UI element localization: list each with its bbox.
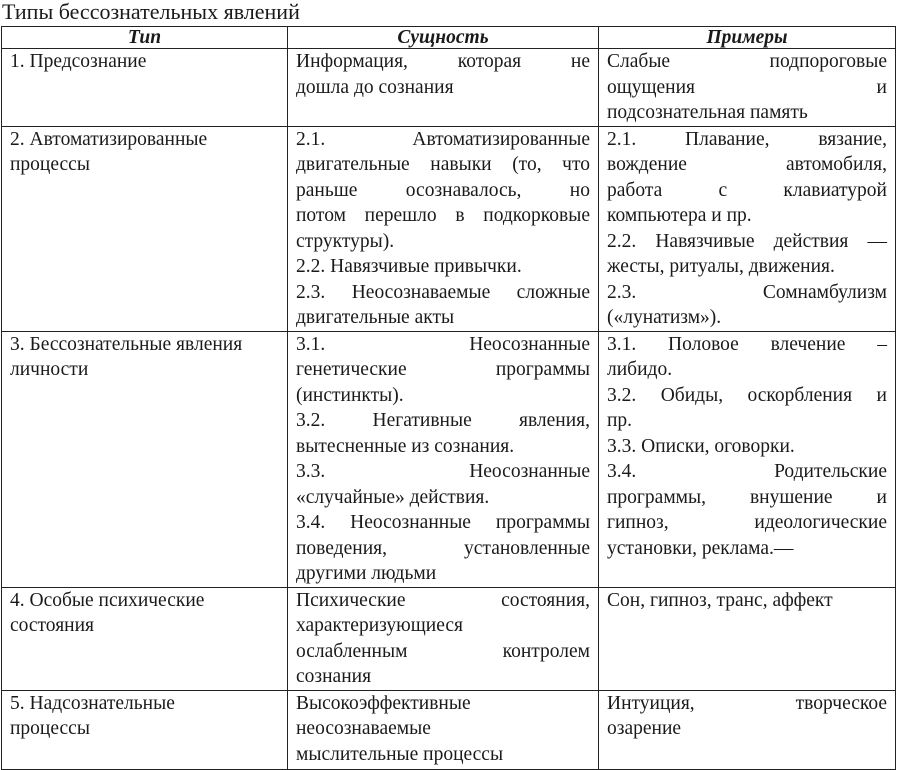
examples-line: подсознательная память <box>607 102 808 123</box>
essence-line: двигательные навыки (то, что <box>296 154 590 175</box>
essence-line: «случайные» действия. <box>296 486 490 508</box>
cell-essence <box>288 126 599 331</box>
cell-essence <box>288 49 599 127</box>
essence-paragraph <box>296 254 590 280</box>
examples-line: 3.4. Родительские <box>607 461 887 482</box>
examples-paragraph <box>607 588 887 614</box>
essence-line: вытесненные из сознания. <box>296 435 515 457</box>
essence-paragraph <box>296 49 590 100</box>
table-row <box>2 49 896 127</box>
examples-line: 2.3. Сомнамбулизм <box>607 281 887 303</box>
examples-line: жесты, ритуалы, движения. <box>607 256 835 277</box>
examples-line: работа с клавиатурой <box>607 179 887 201</box>
examples-line: («лунатизм»). <box>607 307 722 328</box>
header-essence: Сущность <box>288 27 599 49</box>
header-examples: Примеры <box>599 27 896 49</box>
examples-line: 3.2. Обиды, оскорбления и <box>607 384 887 406</box>
essence-line: Психические состояния, <box>296 589 590 611</box>
essence-line: характеризующиеся <box>296 615 463 636</box>
essence-paragraph <box>296 691 590 768</box>
essence-line: Информация, которая не <box>296 51 590 72</box>
table-row <box>2 587 896 690</box>
essence-line: неосознаваемые <box>296 718 431 739</box>
essence-line: сознания <box>296 666 372 687</box>
cell-type <box>2 126 288 331</box>
examples-paragraph <box>607 49 887 126</box>
essence-line: (инстинкты). <box>296 384 404 406</box>
type-line: 3. Бессознательные явления <box>10 333 243 355</box>
essence-line: потом перешло в подкорковые <box>296 205 590 226</box>
cell-type <box>2 49 288 127</box>
essence-line: раньше осознавалось, но <box>296 179 590 201</box>
examples-line: Интуиция, творческое <box>607 692 887 714</box>
cell-essence <box>288 587 599 690</box>
essence-line: генетические программы <box>296 359 590 380</box>
essence-line: 3.1. Неосознанные <box>296 333 590 355</box>
examples-line: компьютера и пр. <box>607 205 752 226</box>
essence-paragraph <box>296 459 590 510</box>
examples-line: Сон, гипноз, транс, аффект <box>607 589 833 611</box>
examples-line: ощущения и <box>607 76 887 98</box>
examples-line: 2.2. Навязчивые действия — <box>607 230 887 252</box>
cell-type <box>2 331 288 587</box>
type-line: 4. Особые психические <box>10 589 205 611</box>
examples-line: 3.3. Описки, оговорки. <box>607 435 795 457</box>
essence-line: двигательные акты <box>296 307 455 328</box>
essence-line: структуры). <box>296 230 395 252</box>
type-line: личности <box>10 359 89 380</box>
table-row <box>2 126 896 331</box>
essence-paragraph <box>296 280 590 331</box>
cell-examples <box>599 126 896 331</box>
cell-examples <box>599 587 896 690</box>
cell-essence <box>288 331 599 587</box>
examples-line: озарение <box>607 718 682 739</box>
essence-line: 3.4. Неосознанные программы <box>296 512 590 533</box>
type-line: процессы <box>10 718 90 739</box>
essence-paragraph <box>296 510 590 587</box>
examples-paragraph <box>607 459 887 561</box>
examples-line: Слабые подпороговые <box>607 51 887 72</box>
document-title: Типы бессознательных явлений <box>2 0 300 24</box>
examples-paragraph <box>607 229 887 280</box>
cell-examples <box>599 331 896 587</box>
cell-examples <box>599 690 896 769</box>
examples-line: пр. <box>607 410 633 431</box>
examples-line: программы, внушение и <box>607 486 887 508</box>
essence-line: 2.1. Автоматизированные <box>296 128 590 150</box>
examples-paragraph <box>607 383 887 434</box>
essence-paragraph <box>296 332 590 409</box>
type-line: 5. Надсознательные <box>10 692 175 714</box>
examples-line: 2.1. Плавание, вязание, <box>607 128 887 150</box>
essence-line: поведения, установленные <box>296 537 590 559</box>
examples-line: либидо. <box>607 359 673 380</box>
table-row <box>2 331 896 587</box>
header-type: Тип <box>2 27 288 49</box>
essence-line: мыслительные процессы <box>296 743 504 765</box>
cell-essence <box>288 690 599 769</box>
type-line: 2. Автоматизированные <box>10 128 208 150</box>
type-line: состояния <box>10 615 94 636</box>
essence-paragraph <box>296 127 590 255</box>
essence-paragraph <box>296 408 590 459</box>
cell-type <box>2 587 288 690</box>
essence-line: 3.3. Неосознанные <box>296 461 590 482</box>
examples-paragraph <box>607 127 887 229</box>
table-body <box>2 49 896 770</box>
essence-line: ослабленным контролем <box>296 640 590 662</box>
examples-paragraph <box>607 434 887 460</box>
type-line: процессы <box>10 154 90 175</box>
essence-line: 2.2. Навязчивые привычки. <box>296 256 522 277</box>
essence-line: 3.2. Негативные явления, <box>296 410 590 431</box>
table-row <box>2 690 896 769</box>
essence-paragraph <box>296 588 590 690</box>
essence-line: Высокоэффективные <box>296 692 471 714</box>
type-line: 1. Предсознание <box>10 51 147 72</box>
examples-line: 3.1. Половое влечение – <box>607 333 887 355</box>
examples-paragraph <box>607 691 887 742</box>
essence-line: другими людьми <box>296 563 437 584</box>
examples-line: установки, реклама.— <box>607 537 794 559</box>
examples-paragraph <box>607 280 887 331</box>
essence-line: 2.3. Неосознаваемые сложные <box>296 281 590 303</box>
cell-examples <box>599 49 896 127</box>
examples-line: вождение автомобиля, <box>607 154 887 175</box>
essence-line: дошла до сознания <box>296 76 454 98</box>
table-header-row <box>2 27 896 49</box>
unconscious-types-table <box>1 26 896 770</box>
examples-line: гипноз, идеологические <box>607 512 887 533</box>
examples-paragraph <box>607 332 887 383</box>
cell-type <box>2 690 288 769</box>
